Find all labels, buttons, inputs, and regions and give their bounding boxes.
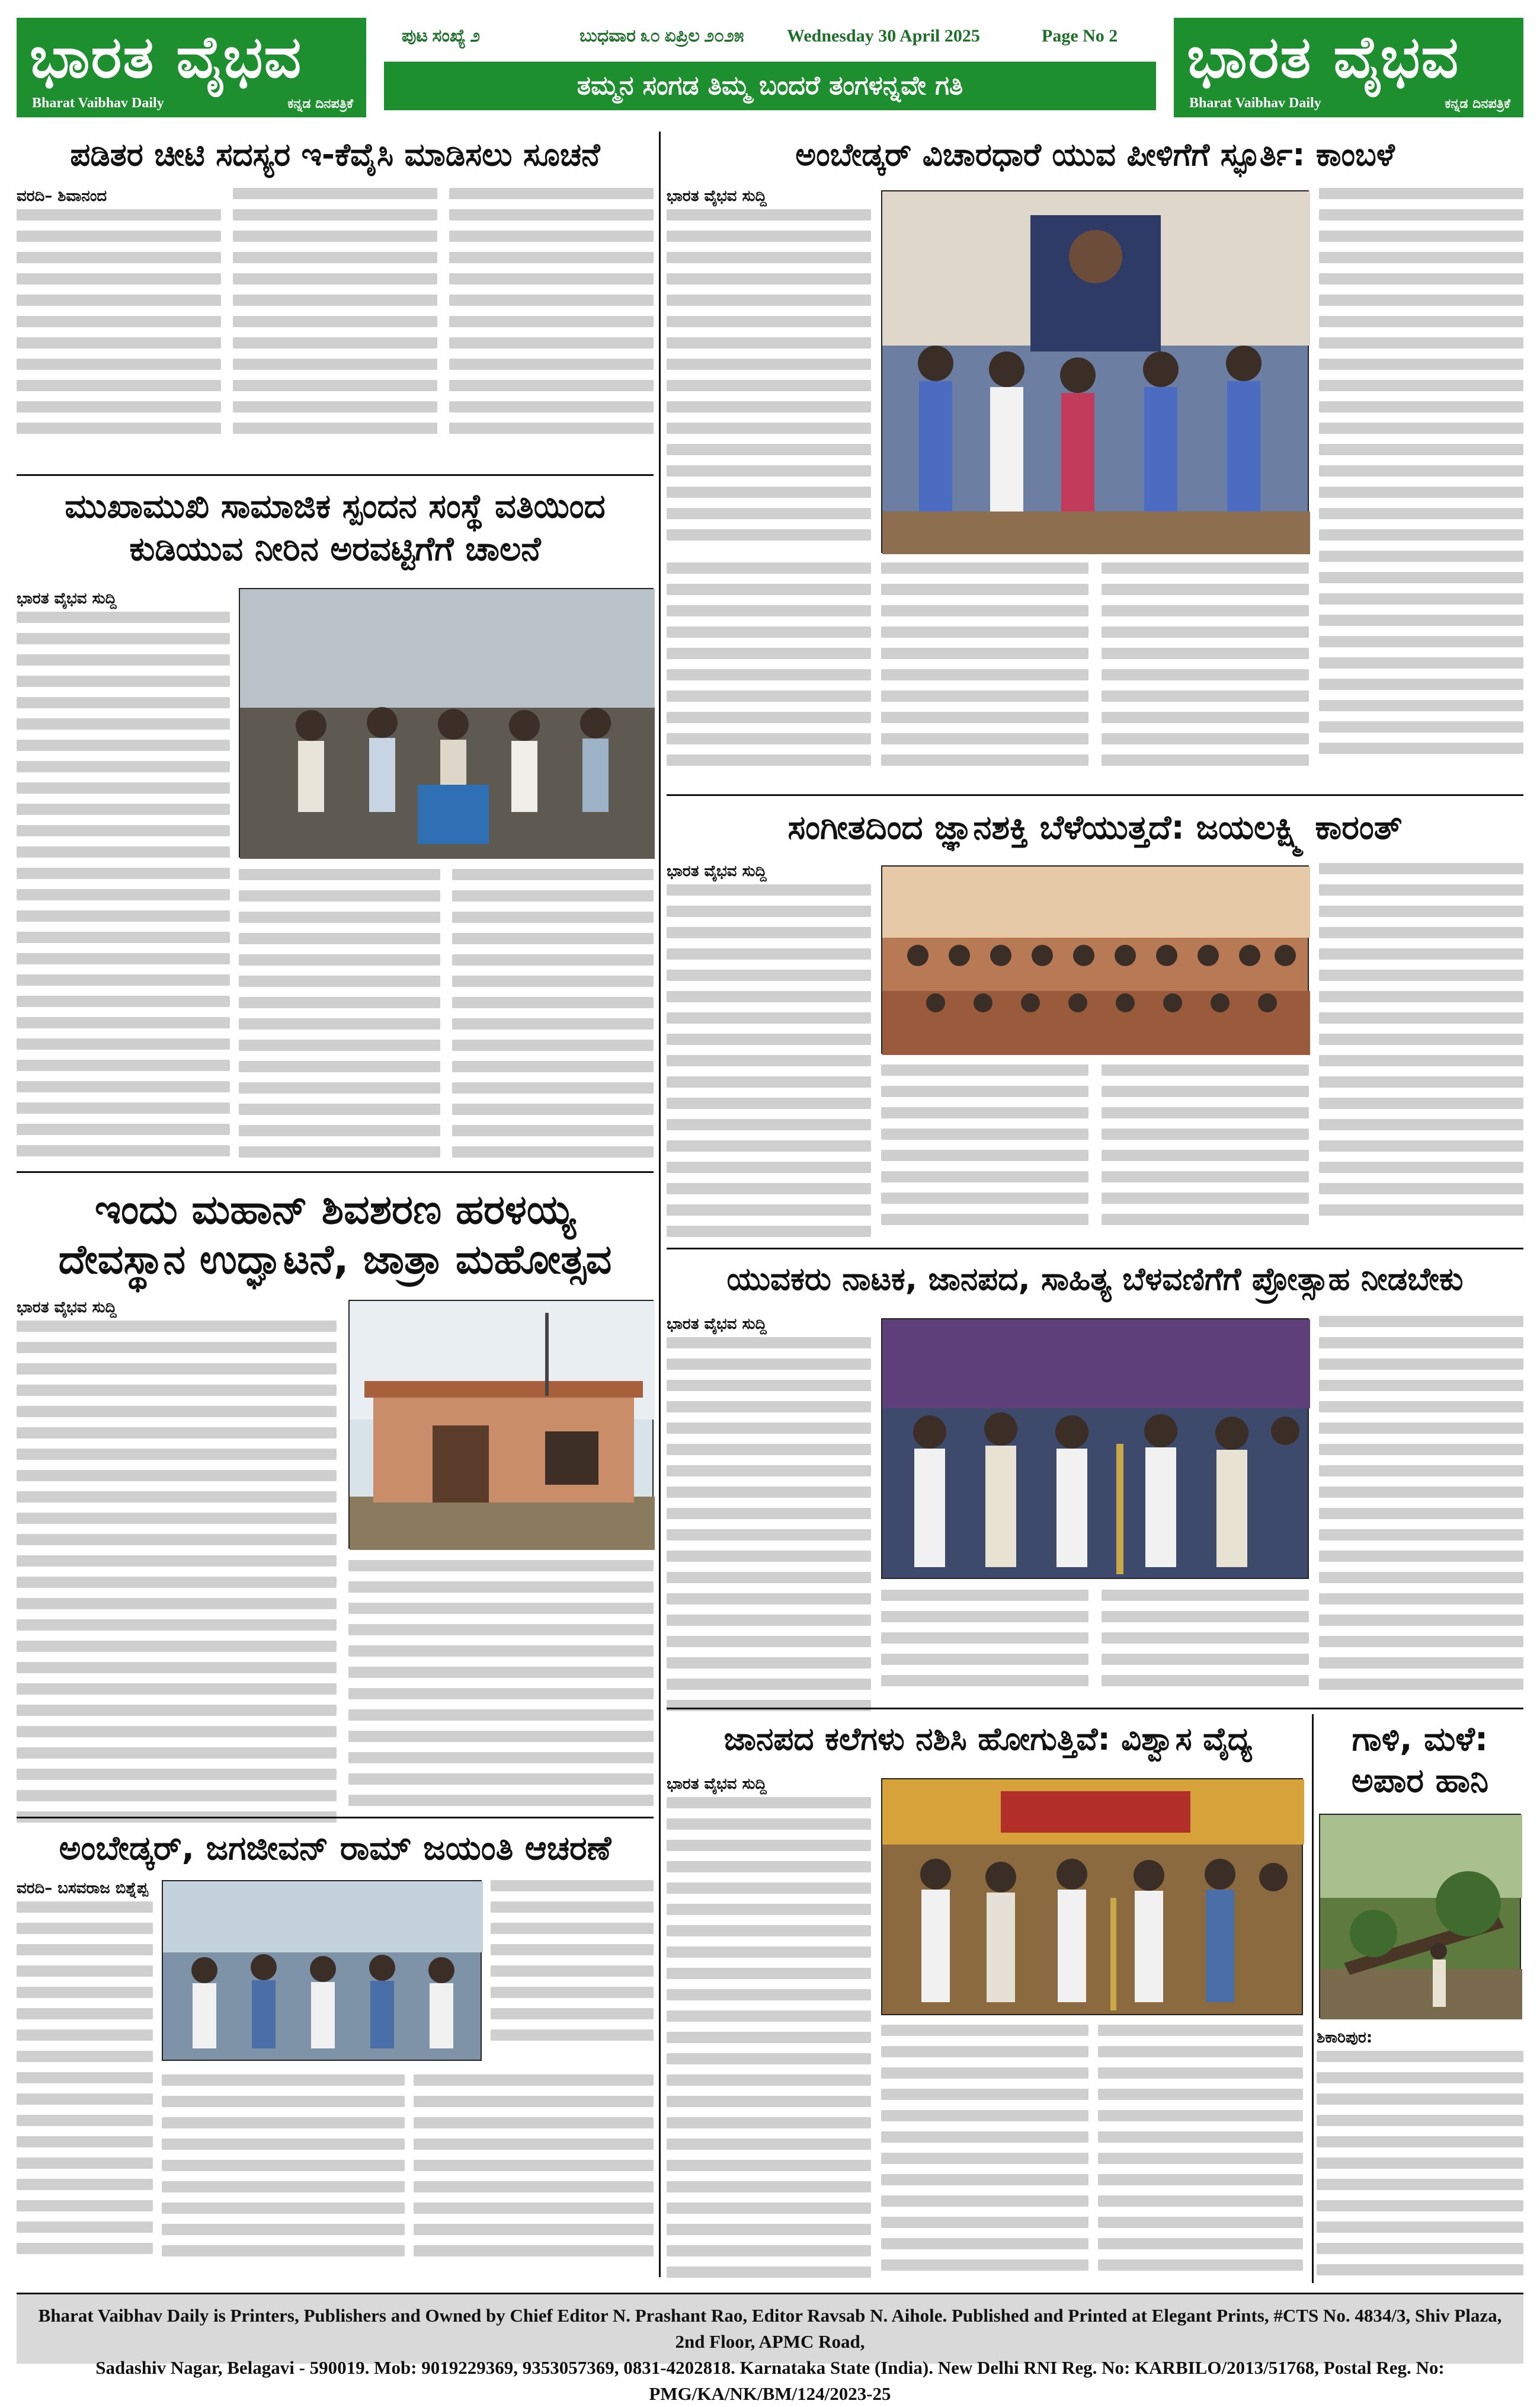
publisher-imprint <box>17 2293 1523 2404</box>
news-photo-ambedkar-event <box>881 190 1309 553</box>
news-photo-jayanti <box>162 1880 482 2061</box>
article-headline-line-2: ದೇವಸ್ಥಾನ ಉದ್ಘಾಟನೆ, ಜಾತ್ರಾ ಮಹೋತ್ಸವ <box>58 1236 612 1283</box>
logo-title: ಭಾರತ ವೈಭವ <box>1187 24 1460 91</box>
section-rule <box>667 1708 1523 1709</box>
article-body-column <box>1102 560 1309 793</box>
article-ekyc <box>17 133 654 476</box>
article-headline-line-2: ಅಪಾರ ಹಾನಿ <box>1351 1762 1489 1800</box>
event-photo-icon <box>882 191 1310 554</box>
fallen-tree-icon <box>1320 1815 1522 2019</box>
logo-subtitle-kannada: ಕನ್ನಡ ದಿನಪತ್ರಿಕೆ <box>287 97 353 111</box>
section-rule <box>17 1171 654 1173</box>
article-rain-damage <box>1317 1714 1523 2283</box>
article-body-column <box>667 1313 871 1706</box>
article-body-column <box>667 861 871 1246</box>
section-rule <box>17 1817 654 1818</box>
article-headline-line-1: ಮುಖಾಮುಖಿ ಸಾಮಾಜಿಕ ಸ್ಪಂದನ ಸಂಸ್ಥೆ ವತಿಯಿಂದ <box>65 487 606 526</box>
article-body-column <box>881 1587 1088 1706</box>
proverb-banner: ತಮ್ಮನ ಸಂಗಡ ತಿಮ್ಮ ಬಂದರೆ ತಂಗಳನ್ನವೇ ಗತಿ <box>384 62 1156 110</box>
logo-subtitle-kannada: ಕನ್ನಡ ದಿನಪತ್ರಿಕೆ <box>1445 97 1510 111</box>
article-body-column <box>1319 861 1523 1246</box>
section-rule <box>667 794 1523 796</box>
masthead-center <box>384 18 1156 117</box>
article-body-column <box>17 186 221 473</box>
article-dateline: ಭಾರತ ವೈಭವ ಸುದ್ದಿ <box>667 1775 767 1793</box>
article-body-column <box>667 186 871 553</box>
article-dateline: ವರದಿ– ಶಿವಾನಂದ <box>17 187 107 205</box>
article-dateline: ಭಾರತ ವೈಭವ ಸುದ್ದಿ <box>667 862 767 880</box>
article-body-column <box>1102 1062 1309 1246</box>
article-body-column <box>1102 1587 1309 1706</box>
imprint-line-2: Sadashiv Nagar, Belagavi - 590019. Mob: 9019229369, 9353057369, 0831-4202818. Karnataka State (India). New Delhi RNI Reg. No: KARBILO/2013/51768, Postal Reg. No: PMG/KA/NK/BM/124/2023-25 <box>95 2357 1445 2404</box>
article-headline: ಸಂಗೀತದಿಂದ ಜ್ಞಾನಶಕ್ತಿ ಬೆಳೆಯುತ್ತದೆ: ಜಯಲಕ್ಷ್ಮಿ ಕಾರಂತ್ <box>787 808 1403 847</box>
photo-placeholder-icon <box>240 589 655 859</box>
article-body-column <box>667 1773 871 2280</box>
article-headline-line-1: ಇಂದು ಮಹಾನ್ ಶಿವಶರಣ ಹರಳಯ್ಯ <box>94 1187 576 1233</box>
article-body-column <box>414 2072 654 2281</box>
article-body-column <box>881 1062 1088 1246</box>
article-dateline: ಶಿಕಾರಿಪುರ: <box>1317 2029 1373 2047</box>
article-headline: ಅಂಬೇಡ್ಕರ್ ವಿಚಾರಧಾರೆ ಯುವ ಪೀಳಿಗೆಗೆ ಸ್ಫೂರ್ತಿ: ಕಾಂಬಳೆ <box>795 137 1395 173</box>
logo-subtitle-english: Bharat Vaibhav Daily <box>32 95 164 111</box>
group-photo-icon <box>882 867 1310 1055</box>
article-youth-drama-folk <box>667 1254 1523 1709</box>
temple-photo-icon <box>350 1301 655 1550</box>
article-body-column <box>881 2022 1088 2280</box>
news-photo-temple <box>348 1300 654 1549</box>
article-folk-arts <box>667 1714 1310 2283</box>
article-body-column <box>17 588 230 1169</box>
column-divider <box>659 132 661 2277</box>
article-dateline: ಭಾರತ ವೈಭವ ಸುದ್ದಿ <box>17 590 117 608</box>
news-photo-water-inauguration <box>239 588 654 858</box>
article-body-column <box>162 2072 405 2281</box>
group-photo-icon <box>163 1881 483 2062</box>
article-dateline: ಭಾರತ ವೈಭವ ಸುದ್ದಿ <box>667 1315 767 1333</box>
article-body-column <box>233 186 437 473</box>
masthead <box>17 18 1523 117</box>
article-headline-line-2: ಕುಡಿಯುವ ನೀರಿನ ಅರವಟ್ಟಿಗೆಗೆ ಚಾಲನೆ <box>129 530 541 568</box>
article-body-column <box>348 1558 654 1815</box>
article-headline: ಯುವಕರು ನಾಟಕ, ಜಾನಪದ, ಸಾಹಿತ್ಯ ಬೆಳವಣಿಗೆಗೆ ಪ್ರೋತ್ಸಾಹ ನೀಡಬೇಕು <box>726 1261 1464 1297</box>
dateline <box>384 18 1156 56</box>
article-headline: ಅಂಬೇಡ್ಕರ್, ಜಗಜೀವನ್ ರಾಮ್ ಜಯಂತಿ ಆಚರಣೆ <box>59 1829 611 1868</box>
article-dateline: ಭಾರತ ವೈಭವ ಸುದ್ದಿ <box>667 187 767 205</box>
article-headline: ಪಡಿತರ ಚೀಟಿ ಸದಸ್ಯರ ಇ-ಕೆವೈಸಿ ಮಾಡಿಸಲು ಸೂಚನೆ <box>70 137 600 173</box>
article-body-column <box>1098 2022 1303 2280</box>
article-body-column <box>667 560 871 793</box>
article-temple-inauguration <box>17 1178 654 1818</box>
logo-title: ಭಾರತ ವೈಭವ <box>30 24 303 91</box>
article-body-column <box>491 1878 654 2064</box>
stage-photo-icon <box>882 1319 1310 1580</box>
stage-photo-icon <box>882 1779 1304 2016</box>
article-dateline: ವರದಿ– ಬಸವರಾಜ ಬಿಶ್ನೆಪ್ಪ <box>17 1879 148 1897</box>
news-photo-lamp-lighting <box>881 1318 1309 1579</box>
article-body-column <box>1319 1313 1523 1706</box>
article-ambedkar-jagjivan <box>17 1823 654 2283</box>
page-number-english: Page No 2 <box>1042 26 1118 46</box>
article-ambedkar-inspiration <box>667 133 1523 796</box>
article-headline-line-1: ಗಾಳಿ, ಮಳೆ: <box>1352 1720 1488 1759</box>
article-headline: ಜಾನಪದ ಕಲೆಗಳು ನಶಿಸಿ ಹೋಗುತ್ತಿವೆ: ವಿಶ್ವಾಸ ವೈದ್ಯ <box>723 1721 1253 1757</box>
column-divider <box>1312 1714 1314 2283</box>
date-english: Wednesday 30 April 2025 <box>787 26 980 46</box>
article-dateline: ಭಾರತ ವೈಭವ ಸುದ್ದಿ <box>17 1299 117 1316</box>
news-photo-folk-event <box>881 1778 1303 2015</box>
news-photo-fallen-tree <box>1319 1814 1521 2018</box>
date-kannada: ಬುಧವಾರ ೩೦ ಏಪ್ರಿಲ ೨೦೨೫ <box>579 26 744 46</box>
article-drinking-water <box>17 481 654 1173</box>
article-body-column <box>17 1878 153 2281</box>
article-body-column <box>239 867 440 1169</box>
section-rule <box>17 474 654 476</box>
article-body-column <box>881 560 1088 793</box>
article-body-column <box>452 867 654 1169</box>
article-body-column <box>17 1297 337 1815</box>
page-number-kannada: ಪುಟ ಸಂಖ್ಯೆ ೨ <box>402 26 481 46</box>
article-body-column <box>1319 186 1523 793</box>
article-body-column <box>449 186 654 473</box>
newspaper-logo-right <box>1174 18 1523 117</box>
article-music-knowledge <box>667 801 1523 1249</box>
logo-subtitle-english: Bharat Vaibhav Daily <box>1189 95 1321 111</box>
news-photo-music-class <box>881 865 1309 1054</box>
article-body-column <box>1317 2027 1523 2280</box>
section-rule <box>667 1248 1523 1249</box>
newspaper-logo-left <box>17 18 366 117</box>
imprint-line-1: Bharat Vaibhav Daily is Printers, Publishers and Owned by Chief Editor N. Prashant Rao, Editor Ravsab N. Aihole. Published and Printed at Elegant Prints, #CTS No. 4834/3, Shiv Plaza, 2nd Floor, APMC Road, <box>38 2305 1502 2352</box>
